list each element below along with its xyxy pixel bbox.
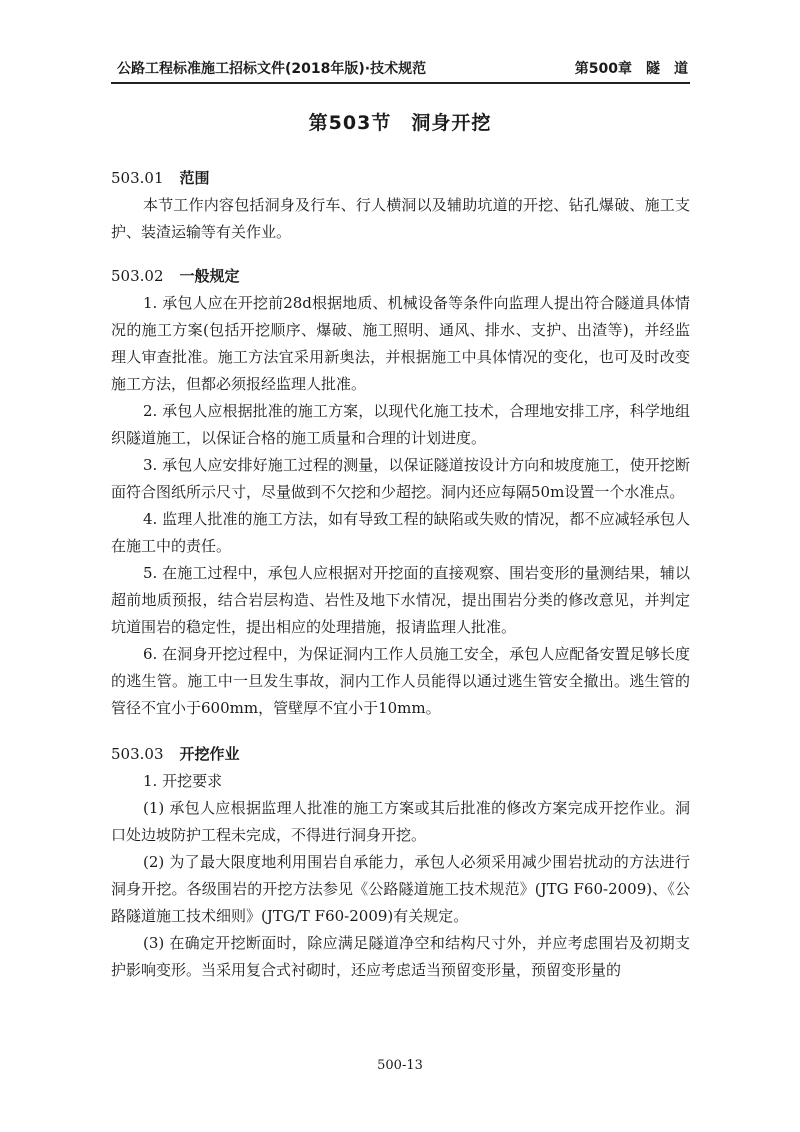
paragraph: 3. 承包人应安排好施工过程的测量，以保证隧道按设计方向和坡度施工，使开挖断面符合图纸所示尺寸，尽量做到不欠挖和少超挖。洞内还应每隔50m设置一个水准点。: [111, 456, 690, 501]
document-body: [111, 164, 690, 984]
subsection-title: 开挖作业: [179, 745, 240, 763]
subsection-number: 503.01: [111, 169, 164, 187]
section-title: 第503节 洞身开挖: [308, 112, 492, 134]
subsection-heading: [111, 740, 690, 768]
paragraph: (1) 承包人应根据监理人批准的施工方案或其后批准的修改方案完成开挖作业。洞口处边坡防护工程未完成，不得进行洞身开挖。: [111, 799, 690, 844]
running-header: [111, 52, 690, 84]
subsection-heading: [111, 164, 690, 192]
header-document-title: 公路工程标准施工招标文件(2018年版)·技术规范: [117, 61, 427, 77]
paragraph: 5. 在施工过程中，承包人应根据对开挖面的直接观察、围岩变形的量测结果，辅以超前地质预报，结合岩层构造、岩性及地下水情况，提出围岩分类的修改意见，并判定坑道围岩的稳定性，提出相应的处理措施，报请监理人批准。: [111, 564, 690, 636]
subsection-title: 范围: [179, 169, 210, 187]
subsection-number: 503.03: [111, 745, 164, 763]
paragraph: 本节工作内容包括洞身及行车、行人横洞以及辅助坑道的开挖、钻孔爆破、施工支护、装渣运输等有关作业。: [111, 196, 690, 241]
paragraph: 1. 开挖要求: [143, 772, 223, 790]
header-chapter-title: 第500章 隧 道: [574, 61, 688, 77]
subsection-heading: [111, 262, 690, 290]
paragraph: 1. 承包人应在开挖前28d根据地质、机械设备等条件向监理人提出符合隧道具体情况的施工方案(包括开挖顺序、爆破、施工照明、通风、排水、支护、出渣等)，并经监理人审查批准。施工方法宜采用新奥法，并根据施工中具体情况的变化，也可及时改变施工方法，但都必须报经监理人批准。: [111, 294, 690, 393]
subsection-title: 一般规定: [179, 267, 240, 285]
page-number: 500-13: [377, 1058, 423, 1073]
paragraph: 2. 承包人应根据批准的施工方案，以现代化施工技术，合理地安排工序，科学地组织隧道施工，以保证合格的施工质量和合理的计划进度。: [111, 402, 690, 447]
paragraph: 6. 在洞身开挖过程中，为保证洞内工作人员施工安全，承包人应配备安置足够长度的逃生管。施工中一旦发生事故，洞内工作人员能得以通过逃生管安全撤出。逃生管的管径不宜小于600mm，管壁厚不宜小于10mm。: [111, 645, 690, 717]
paragraph: (3) 在确定开挖断面时，除应满足隧道净空和结构尺寸外，并应考虑围岩及初期支护影响变形。当采用复合式衬砌时，还应考虑适当预留变形量，预留变形量的: [111, 934, 690, 979]
paragraph: 4. 监理人批准的施工方法，如有导致工程的缺陷或失败的情况，都不应减轻承包人在施工中的责任。: [111, 510, 690, 555]
paragraph: (2) 为了最大限度地利用围岩自承能力，承包人必须采用减少围岩扰动的方法进行洞身开挖。各级围岩的开挖方法参见《公路隧道施工技术规范》(JTG F60-2009)、《公路隧道施工技术细则》(JTG/T F60-2009)有关规定。: [111, 853, 690, 925]
subsection-number: 503.02: [111, 267, 164, 285]
